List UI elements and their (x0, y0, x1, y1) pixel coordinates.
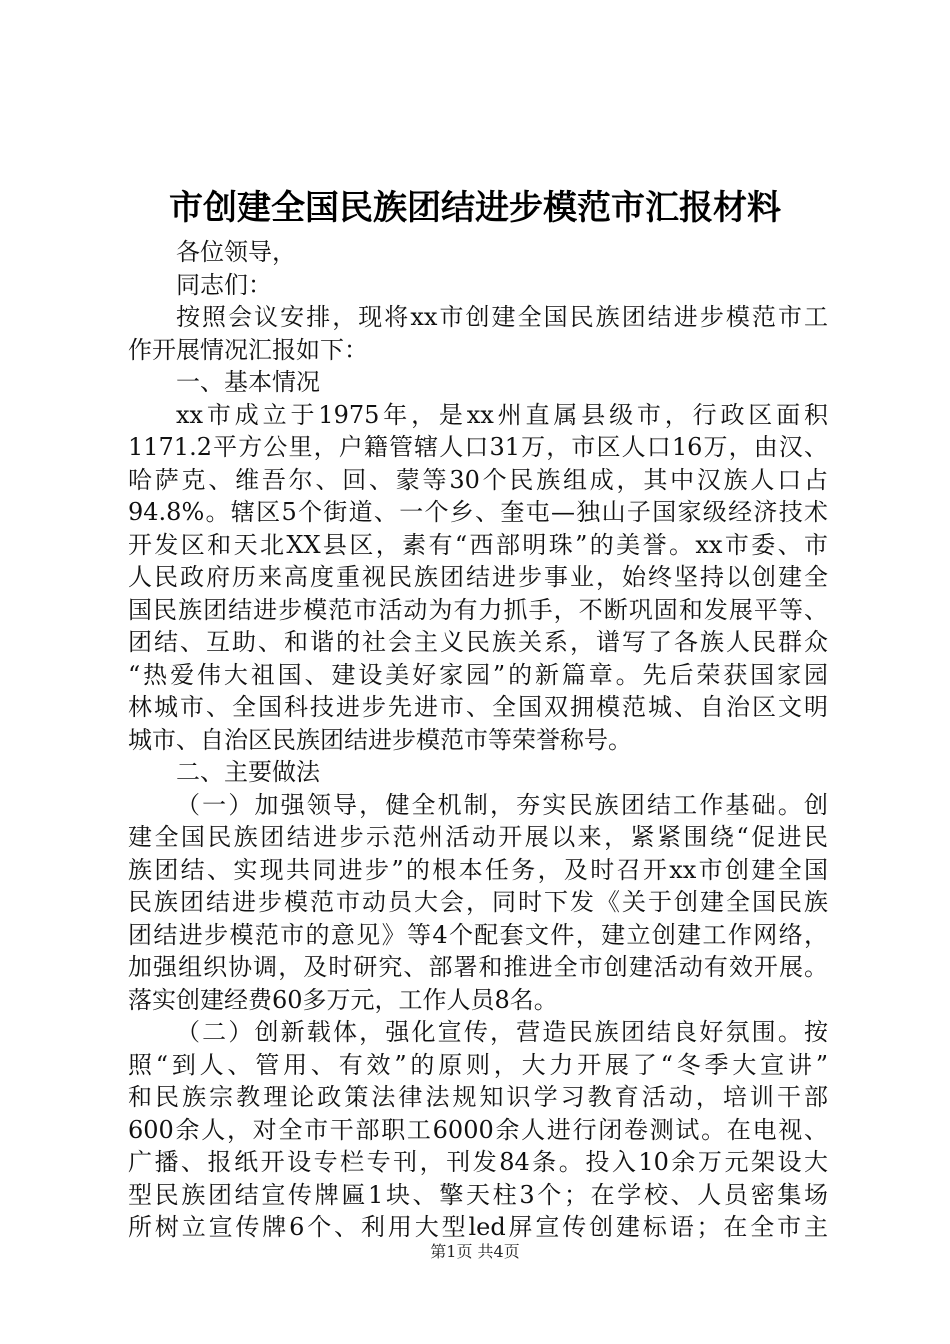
paragraph-line: 城市、自治区民族团结进步模范市等荣誉称号。 (128, 725, 632, 754)
paragraph-line: 按照会议安排，现将xx市创建全国民族团结进步模范市工 (176, 303, 828, 331)
salutation-leaders: 各位领导， (176, 238, 296, 266)
paragraph-line: 广播、报纸开设专栏专刊，刊发84条。投入10余万元架设大 (128, 1148, 828, 1176)
paragraph-line: 林城市、全国科技进步先进市、全国双拥模范城、自治区文明 (128, 693, 828, 721)
paragraph-line: 民族团结进步模范市动员大会，同时下发《关于创建全国民族 (128, 888, 828, 916)
paragraph-line: （二）创新载体，强化宣传，营造民族团结良好氛围。按 (176, 1018, 828, 1046)
section-heading-methods: 二、主要做法 (176, 758, 320, 786)
paragraph-line: 族团结、实现共同进步”的根本任务，及时召开xx市创建全国 (128, 855, 828, 884)
paragraph-line: 团结进步模范市的意见》等4个配套文件，建立创建工作网络， (128, 920, 828, 949)
paragraph-line: 所树立宣传牌6个、利用大型led屏宣传创建标语；在全市主 (128, 1213, 828, 1241)
paragraph-line: 94.8%。辖区5个街道、一个乡、奎屯—独山子国家级经济技术 (128, 498, 828, 526)
paragraph-line: 和民族宗教理论政策法律法规知识学习教育活动，培训干部 (128, 1083, 828, 1111)
paragraph-line: 照“到人、管用、有效”的原则，大力开展了“冬季大宣讲” (128, 1050, 828, 1079)
paragraph-line: “热爱伟大祖国、建设美好家园”的新篇章。先后荣获国家园 (128, 660, 828, 689)
paragraph-line: xx市成立于1975年，是xx州直属县级市，行政区面积 (176, 400, 828, 429)
paragraph-line: 开发区和天北XX县区，素有“西部明珠”的美誉。xx市委、市 (128, 530, 828, 559)
paragraph-line: 600余人，对全市干部职工6000余人进行闭卷测试。在电视、 (128, 1115, 828, 1144)
document-body (128, 236, 828, 1244)
section-heading-basic: 一、基本情况 (176, 368, 320, 396)
paragraph-line: 哈萨克、维吾尔、回、蒙等30个民族组成，其中汉族人口占 (128, 465, 828, 494)
paragraph-line: 1171.2平方公里，户籍管辖人口31万，市区人口16万，由汉、 (128, 433, 828, 461)
document-title: 市创建全国民族团结进步模范市汇报材料 (169, 188, 781, 228)
paragraph-line: 建全国民族团结进步示范州活动开展以来，紧紧围绕“促进民 (128, 823, 828, 851)
paragraph-line: 人民政府历来高度重视民族团结进步事业，始终坚持以创建全 (128, 563, 828, 591)
paragraph-line: 落实创建经费60多万元，工作人员8名。 (128, 985, 558, 1014)
paragraph-line: 加强组织协调，及时研究、部署和推进全市创建活动有效开展。 (128, 953, 828, 981)
salutation-comrades: 同志们： (176, 270, 272, 299)
page-number-footer: 第1页 共4页 (430, 1242, 520, 1261)
paragraph-line: 作开展情况汇报如下： (128, 335, 368, 364)
paragraph-line: （一）加强领导，健全机制，夯实民族团结工作基础。创 (176, 790, 828, 819)
paragraph-line: 团结、互助、和谐的社会主义民族关系，谱写了各族人民群众 (128, 628, 828, 656)
paragraph-line: 型民族团结宣传牌匾1块、擎天柱3个；在学校、人员密集场 (128, 1180, 828, 1209)
paragraph-line: 国民族团结进步模范市活动为有力抓手，不断巩固和发展平等、 (128, 595, 828, 624)
